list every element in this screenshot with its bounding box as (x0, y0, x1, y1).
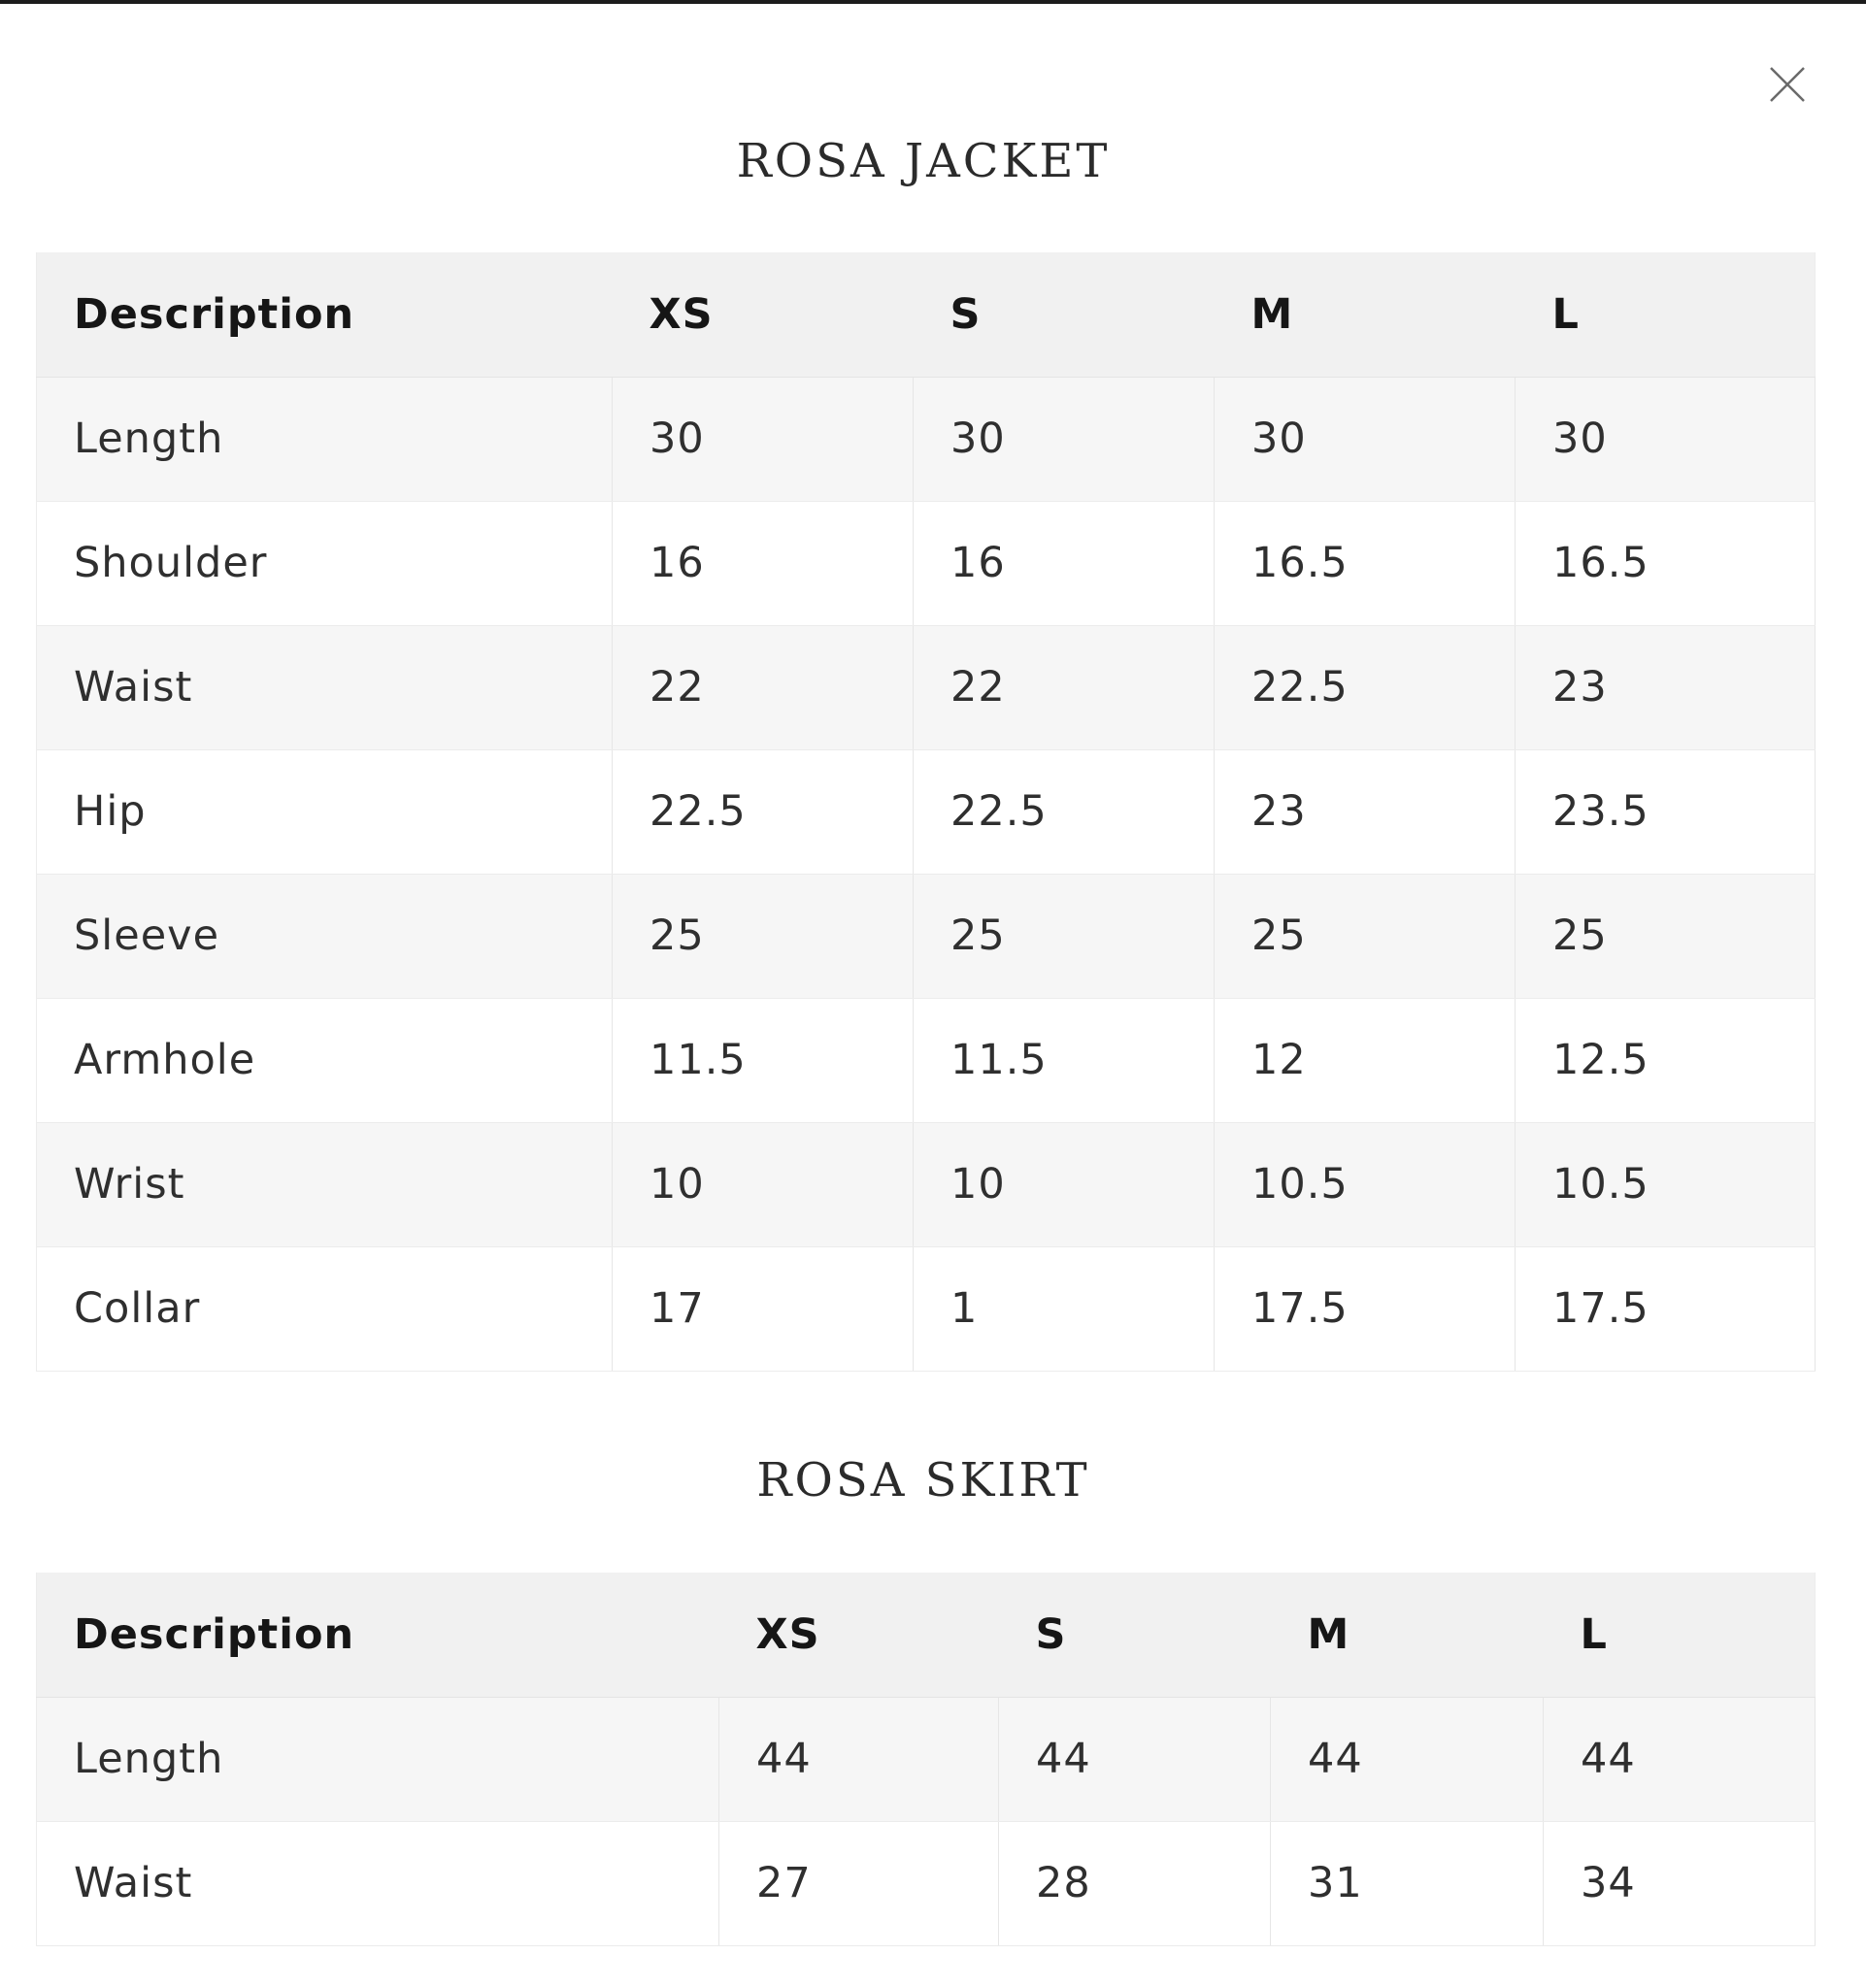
cell-size-l: 16.5 (1516, 501, 1816, 625)
cell-description: Length (37, 377, 613, 501)
table-row (37, 1122, 1816, 1246)
cell-size-s: 30 (914, 377, 1215, 501)
cell-size-m: 16.5 (1215, 501, 1516, 625)
cell-size-s: 28 (999, 1821, 1271, 1945)
cell-size-m: 31 (1271, 1821, 1544, 1945)
header-size-s: S (914, 252, 1215, 377)
cell-size-l: 44 (1544, 1697, 1816, 1821)
table-row (37, 1821, 1816, 1945)
cell-size-m: 25 (1215, 874, 1516, 998)
cell-size-l: 34 (1544, 1821, 1816, 1945)
cell-size-s: 11.5 (914, 998, 1215, 1122)
cell-size-xs: 22.5 (613, 749, 914, 874)
cell-description: Wrist (37, 1122, 613, 1246)
cell-size-s: 22 (914, 625, 1215, 749)
cell-size-s: 1 (914, 1246, 1215, 1371)
table-row (37, 998, 1816, 1122)
close-button[interactable] (1767, 64, 1808, 105)
header-size-s: S (999, 1573, 1271, 1697)
cell-size-l: 12.5 (1516, 998, 1816, 1122)
header-description: Description (37, 1573, 719, 1697)
cell-size-xs: 27 (719, 1821, 999, 1945)
header-size-xs: XS (613, 252, 914, 377)
cell-size-m: 23 (1215, 749, 1516, 874)
cell-size-m: 44 (1271, 1697, 1544, 1821)
jacket-title: ROSA JACKET (736, 134, 1111, 188)
skirt-size-table (36, 1573, 1816, 1946)
cell-size-l: 23.5 (1516, 749, 1816, 874)
cell-size-xs: 25 (613, 874, 914, 998)
skirt-title: ROSA SKIRT (756, 1453, 1090, 1508)
cell-description: Sleeve (37, 874, 613, 998)
cell-size-l: 23 (1516, 625, 1816, 749)
cell-size-s: 16 (914, 501, 1215, 625)
cell-description: Collar (37, 1246, 613, 1371)
table-row (37, 1697, 1816, 1821)
header-size-l: L (1516, 252, 1816, 377)
table-header-row (37, 1573, 1816, 1697)
table-header-row (37, 252, 1816, 377)
table-row (37, 625, 1816, 749)
cell-description: Waist (37, 625, 613, 749)
cell-size-m: 30 (1215, 377, 1516, 501)
cell-size-s: 22.5 (914, 749, 1215, 874)
cell-size-m: 10.5 (1215, 1122, 1516, 1246)
cell-size-s: 25 (914, 874, 1215, 998)
table-row (37, 749, 1816, 874)
cell-description: Hip (37, 749, 613, 874)
cell-size-l: 17.5 (1516, 1246, 1816, 1371)
top-border (0, 0, 1866, 4)
header-size-xs: XS (719, 1573, 999, 1697)
cell-size-xs: 16 (613, 501, 914, 625)
cell-size-s: 10 (914, 1122, 1215, 1246)
cell-size-xs: 17 (613, 1246, 914, 1371)
cell-size-m: 22.5 (1215, 625, 1516, 749)
cell-size-xs: 10 (613, 1122, 914, 1246)
cell-description: Shoulder (37, 501, 613, 625)
cell-size-l: 30 (1516, 377, 1816, 501)
cell-size-m: 12 (1215, 998, 1516, 1122)
table-row (37, 1246, 1816, 1371)
table-row (37, 377, 1816, 501)
close-icon (1767, 64, 1808, 105)
jacket-size-table (36, 252, 1816, 1372)
cell-size-l: 10.5 (1516, 1122, 1816, 1246)
cell-size-l: 25 (1516, 874, 1816, 998)
table-row (37, 501, 1816, 625)
header-size-m: M (1271, 1573, 1544, 1697)
header-description: Description (37, 252, 613, 377)
cell-size-m: 17.5 (1215, 1246, 1516, 1371)
cell-description: Length (37, 1697, 719, 1821)
header-size-m: M (1215, 252, 1516, 377)
cell-description: Armhole (37, 998, 613, 1122)
cell-size-xs: 30 (613, 377, 914, 501)
jacket-table-body (37, 377, 1816, 1371)
cell-description: Waist (37, 1821, 719, 1945)
header-size-l: L (1544, 1573, 1816, 1697)
cell-size-xs: 44 (719, 1697, 999, 1821)
cell-size-xs: 11.5 (613, 998, 914, 1122)
skirt-table-body (37, 1697, 1816, 1945)
table-row (37, 874, 1816, 998)
cell-size-s: 44 (999, 1697, 1271, 1821)
cell-size-xs: 22 (613, 625, 914, 749)
